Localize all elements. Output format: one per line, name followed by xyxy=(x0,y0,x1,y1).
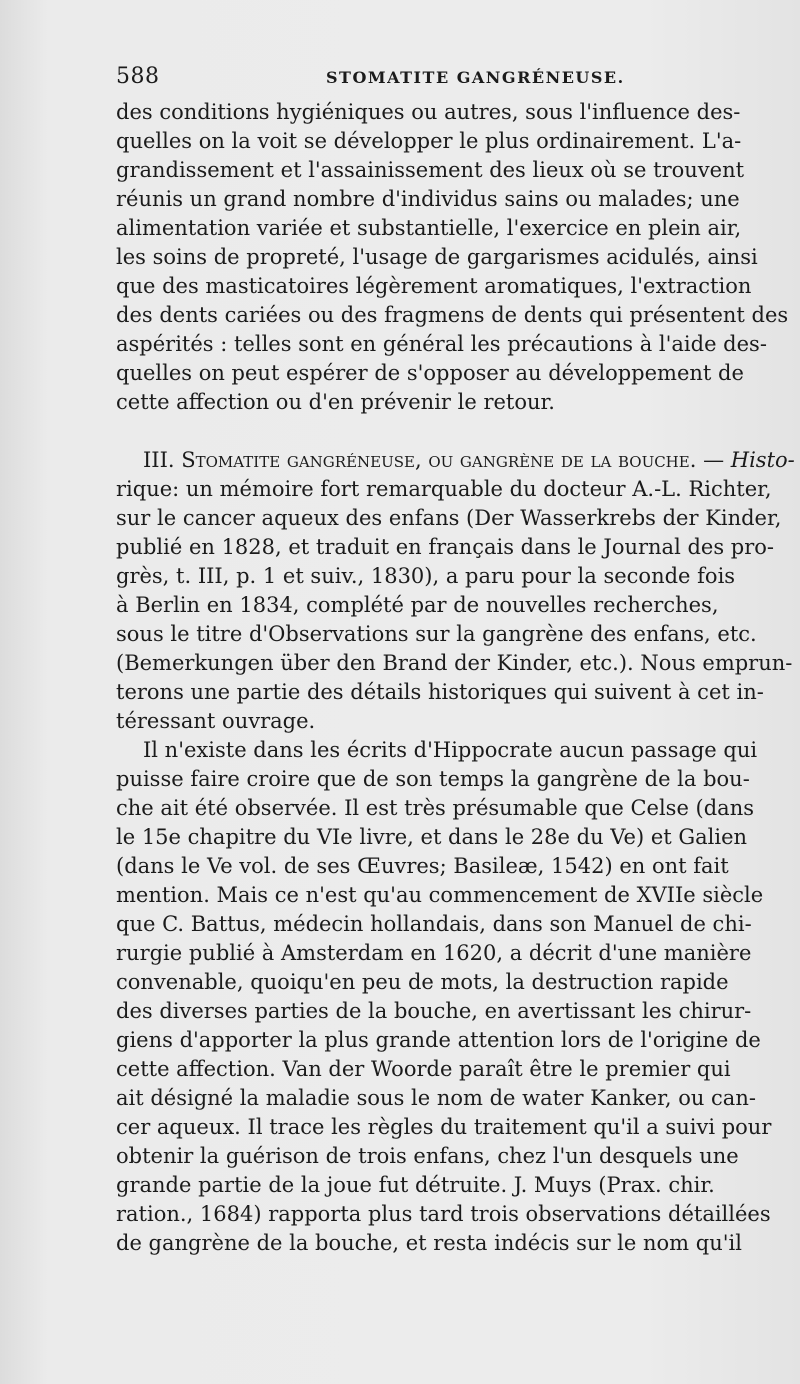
text-line: mention. Mais ce n'est qu'au commencement de XVIIe siècle xyxy=(116,883,764,907)
text-line: terons une partie des détails historiques qui suivent à cet in- xyxy=(116,680,764,704)
text-line: que C. Battus, médecin hollandais, dans son Manuel de chi- xyxy=(116,912,752,936)
text-line: alimentation variée et substantielle, l'exercice en plein air, xyxy=(116,216,742,240)
page-header xyxy=(116,64,756,94)
text-line: le 15e chapitre du VIe livre, et dans le 28e du Ve) et Galien xyxy=(116,825,748,849)
text-line: ration., 1684) rapporta plus tard trois observations détaillées xyxy=(116,1202,771,1226)
page-number: 588 xyxy=(116,64,160,89)
text-line: à Berlin en 1834, complété par de nouvelles recherches, xyxy=(116,593,719,617)
text-line: quelles on la voit se développer le plus ordinairement. L'a- xyxy=(116,129,742,153)
text-line: puisse faire croire que de son temps la gangrène de la bou- xyxy=(116,767,750,791)
text-line: Il n'existe dans les écrits d'Hippocrate aucun passage qui xyxy=(143,738,758,762)
section-heading xyxy=(143,446,795,474)
text-line: cette affection. Van der Woorde paraît être le premier qui xyxy=(116,1057,731,1081)
text-line: des dents cariées ou des fragmens de dents qui présentent des xyxy=(116,303,789,327)
text-line: des conditions hygiéniques ou autres, sous l'influence des- xyxy=(116,100,741,124)
text-line: grandissement et l'assainissement des lieux où se trouvent xyxy=(116,158,745,182)
text-line: que des masticatoires légèrement aromatiques, l'extraction xyxy=(116,274,752,298)
text-line: obtenir la guérison de trois enfans, chez l'un desquels une xyxy=(116,1144,739,1168)
running-title: STOMATITE GANGRÉNEUSE. xyxy=(326,68,625,87)
text-line: (Bemerkungen über den Brand der Kinder, etc.). Nous emprun- xyxy=(116,651,793,675)
text-line: rique: un mémoire fort remarquable du docteur A.-L. Richter, xyxy=(116,477,772,501)
text-line: che ait été observée. Il est très présumable que Celse (dans xyxy=(116,796,754,820)
text-line: sur le cancer aqueux des enfans (Der Wasserkrebs der Kinder, xyxy=(116,506,782,530)
section-heading-text: III. Stomatite gangréneuse, ou gangrène de la bouche. — xyxy=(143,448,725,472)
text-line: réunis un grand nombre d'individus sains ou malades; une xyxy=(116,187,740,211)
text-line: (dans le Ve vol. de ses Œuvres; Basileæ, 1542) en ont fait xyxy=(116,854,729,878)
text-line: quelles on peut espérer de s'opposer au développement de xyxy=(116,361,744,385)
text-line: grès, t. III, p. 1 et suiv., 1830), a paru pour la seconde fois xyxy=(116,564,736,588)
text-line: cer aqueux. Il trace les règles du traitement qu'il a suivi pour xyxy=(116,1115,772,1139)
text-line: de gangrène de la bouche, et resta indécis sur le nom qu'il xyxy=(116,1231,742,1255)
text-line: ait désigné la maladie sous le nom de water Kanker, ou can- xyxy=(116,1086,756,1110)
text-line: des diverses parties de la bouche, en avertissant les chirur- xyxy=(116,999,752,1023)
text-line: publié en 1828, et traduit en français dans le Journal des pro- xyxy=(116,535,775,559)
section-heading-italic: Histo- xyxy=(730,448,795,472)
text-line: cette affection ou d'en prévenir le retour. xyxy=(116,390,555,414)
text-line: giens d'apporter la plus grande attention lors de l'origine de xyxy=(116,1028,761,1052)
text-line: convenable, quoiqu'en peu de mots, la destruction rapide xyxy=(116,970,729,994)
text-line: grande partie de la joue fut détruite. J. Muys (Prax. chir. xyxy=(116,1173,715,1197)
text-line: sous le titre d'Observations sur la gangrène des enfans, etc. xyxy=(116,622,757,646)
text-line: rurgie publié à Amsterdam en 1620, a décrit d'une manière xyxy=(116,941,752,965)
text-line: téressant ouvrage. xyxy=(116,709,316,733)
text-line: aspérités : telles sont en général les précautions à l'aide des- xyxy=(116,332,767,356)
text-line: les soins de propreté, l'usage de gargarismes acidulés, ainsi xyxy=(116,245,758,269)
